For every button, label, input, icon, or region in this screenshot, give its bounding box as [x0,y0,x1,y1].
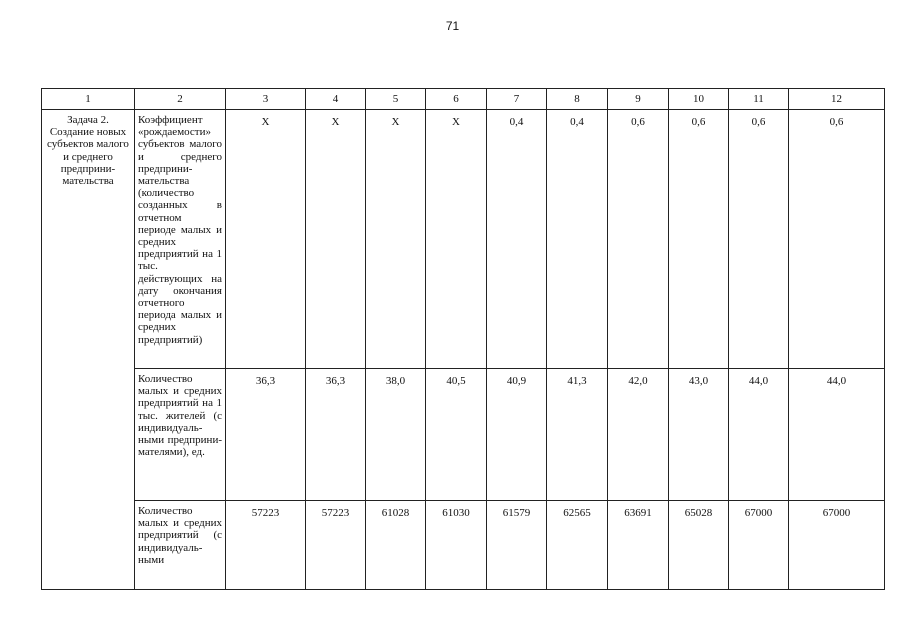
column-header: 1 [42,89,135,110]
value-cell: 44,0 [789,369,885,501]
column-header: 7 [487,89,547,110]
table-row [42,369,885,501]
value-cell: 65028 [669,501,729,590]
value-cell: 0,6 [608,110,669,369]
indicator-cell: Коэффициент «рождаемости» субъектов малого и среднего предприни-мательства (количество созданных в отчетном периоде малых и средних предприятий на 1 тыс. действующих на дату окончания отчетного периода малых и средних предприятий) [135,110,226,369]
indicator-cell: Количество малых и средних предприятий на 1 тыс. жителей (с индивидуаль-ными предприни-мателями), ед. [135,369,226,501]
value-cell: 57223 [226,501,306,590]
value-cell: 36,3 [306,369,366,501]
value-cell: 67000 [789,501,885,590]
indicator-cell: Количество малых и средних предприятий (с индивидуаль-ными [135,501,226,590]
column-header: 3 [226,89,306,110]
value-cell: 44,0 [729,369,789,501]
value-cell: 0,4 [547,110,608,369]
column-header: 11 [729,89,789,110]
column-header: 2 [135,89,226,110]
value-cell: 61579 [487,501,547,590]
value-cell: 0,6 [669,110,729,369]
table-row [42,501,885,590]
value-cell: Х [226,110,306,369]
value-cell: 41,3 [547,369,608,501]
value-cell: 61028 [366,501,426,590]
value-cell: 40,5 [426,369,487,501]
value-cell: Х [366,110,426,369]
column-header: 12 [789,89,885,110]
indicator-table [41,88,885,590]
column-header: 9 [608,89,669,110]
value-cell: 0,6 [789,110,885,369]
value-cell: 0,6 [729,110,789,369]
column-number-row [42,89,885,110]
value-cell: Х [426,110,487,369]
value-cell: 43,0 [669,369,729,501]
column-header: 10 [669,89,729,110]
value-cell: 61030 [426,501,487,590]
value-cell: 63691 [608,501,669,590]
value-cell: 40,9 [487,369,547,501]
column-header: 6 [426,89,487,110]
column-header: 8 [547,89,608,110]
value-cell: Х [306,110,366,369]
value-cell: 36,3 [226,369,306,501]
task-cell: Задача 2. Создание новых субъектов малого и среднего предприни-мательства [42,110,135,590]
value-cell: 67000 [729,501,789,590]
value-cell: 62565 [547,501,608,590]
column-header: 5 [366,89,426,110]
value-cell: 42,0 [608,369,669,501]
page-number: 71 [445,19,460,33]
value-cell: 57223 [306,501,366,590]
column-header: 4 [306,89,366,110]
table-row [42,110,885,369]
value-cell: 38,0 [366,369,426,501]
value-cell: 0,4 [487,110,547,369]
